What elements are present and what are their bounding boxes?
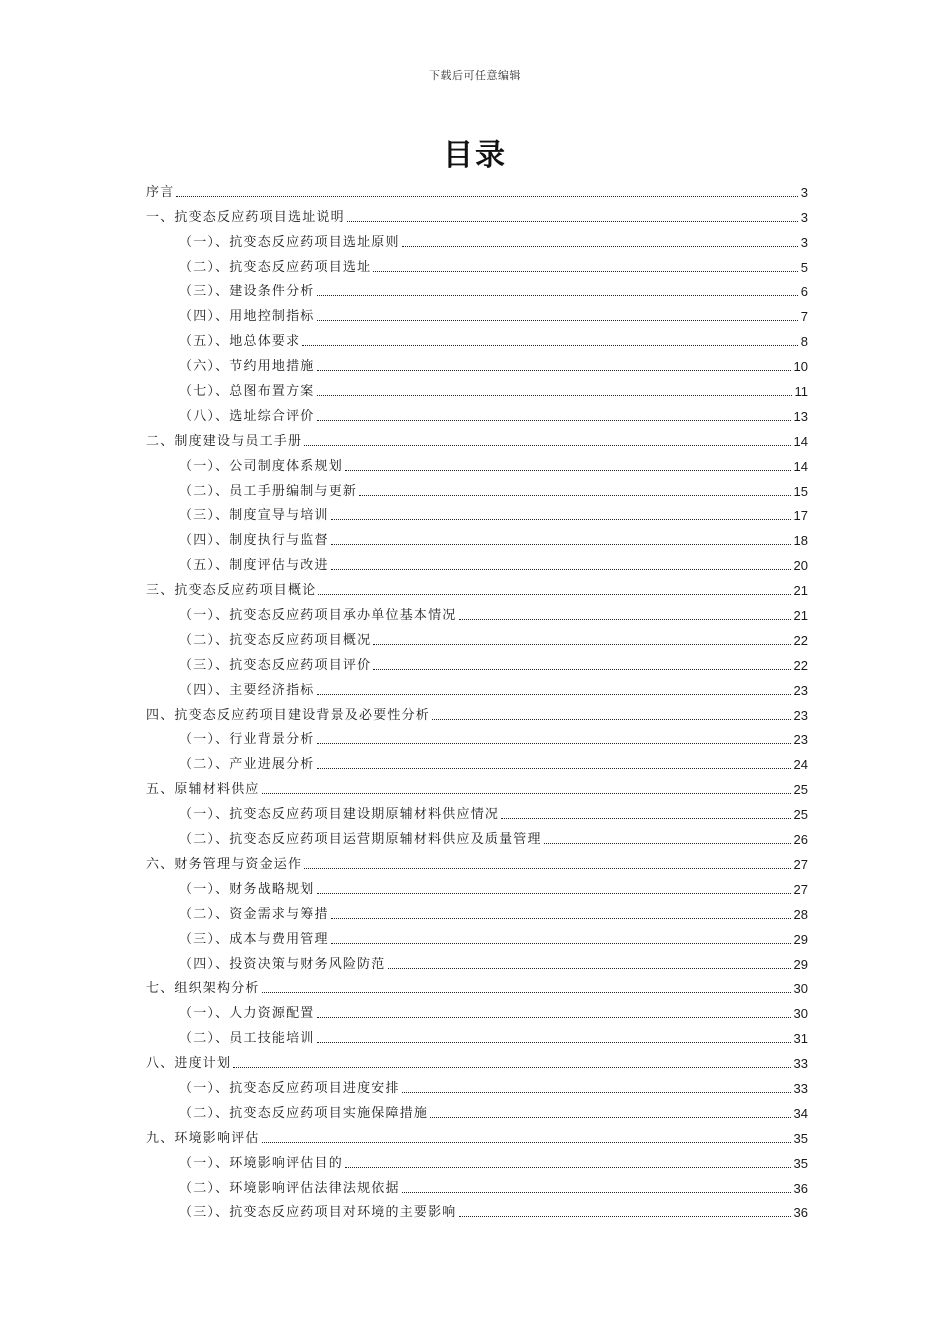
toc-entry[interactable]: [146, 1022, 808, 1047]
toc-entry[interactable]: [146, 276, 808, 301]
toc-entry-page-number: 35: [793, 1155, 808, 1171]
toc-entry-label: （七）、总图布置方案: [179, 384, 315, 400]
toc-entry-label: 六、财务管理与资金运作: [146, 856, 303, 872]
toc-entry-page-number: 29: [793, 931, 808, 947]
toc-entry-label: （三）、建设条件分析: [179, 284, 315, 300]
toc-entry[interactable]: [146, 201, 808, 226]
toc-entry[interactable]: [146, 1172, 808, 1197]
toc-entry-label: （二）、抗变态反应药项目实施保障措施: [179, 1105, 429, 1121]
dot-leader: [262, 992, 791, 993]
toc-entry-page-number: 33: [793, 1080, 808, 1096]
toc-entry[interactable]: [146, 848, 808, 873]
dot-leader: [233, 1067, 790, 1068]
toc-entry-label: 七、组织架构分析: [146, 981, 260, 997]
toc-entry-label: 九、环境影响评估: [146, 1130, 260, 1146]
dot-leader: [402, 1192, 791, 1193]
toc-entry-page-number: 36: [793, 1180, 808, 1196]
toc-entry[interactable]: [146, 599, 808, 624]
toc-entry[interactable]: [146, 997, 808, 1022]
toc-entry[interactable]: [146, 773, 808, 798]
toc-entry-label: （一）、抗变态反应药项目进度安排: [179, 1080, 400, 1096]
toc-entry[interactable]: [146, 1072, 808, 1097]
dot-leader: [317, 768, 791, 769]
dot-leader: [373, 644, 790, 645]
toc-entry[interactable]: [146, 823, 808, 848]
dot-leader: [345, 470, 791, 471]
toc-entry-page-number: 23: [793, 732, 808, 748]
dot-leader: [317, 743, 791, 744]
toc-entry-label: （六）、节约用地措施: [179, 359, 315, 375]
toc-entry[interactable]: [146, 549, 808, 574]
dot-leader: [302, 345, 797, 346]
toc-entry[interactable]: [146, 176, 808, 201]
toc-entry-page-number: 24: [793, 757, 808, 773]
toc-entry-label: （二）、产业进展分析: [179, 757, 315, 773]
dot-leader: [331, 519, 791, 520]
toc-entry[interactable]: [146, 873, 808, 898]
toc-entry-page-number: 3: [800, 209, 808, 225]
dot-leader: [317, 893, 791, 894]
toc-entry[interactable]: [146, 1122, 808, 1147]
toc-entry-page-number: 5: [800, 259, 808, 275]
dot-leader: [317, 295, 798, 296]
toc-entry-label: 一、抗变态反应药项目选址说明: [146, 209, 345, 225]
toc-entry-label: （一）、公司制度体系规划: [179, 458, 343, 474]
toc-entry[interactable]: [146, 251, 808, 276]
toc-entry[interactable]: [146, 574, 808, 599]
dot-leader: [317, 1042, 791, 1043]
toc-entry-page-number: 21: [793, 583, 808, 599]
dot-leader: [304, 868, 790, 869]
toc-entry-page-number: 3: [800, 234, 808, 250]
toc-entry[interactable]: [146, 325, 808, 350]
dot-leader: [331, 943, 791, 944]
toc-entry[interactable]: [146, 1097, 808, 1122]
toc-entry-label: （一）、环境影响评估目的: [179, 1155, 343, 1171]
toc-entry-label: （二）、抗变态反应药项目概况: [179, 632, 372, 648]
toc-entry[interactable]: [146, 699, 808, 724]
toc-entry[interactable]: [146, 226, 808, 251]
toc-entry-page-number: 34: [793, 1105, 808, 1121]
toc-entry-page-number: 7: [800, 309, 808, 325]
toc-entry-label: （四）、投资决策与财务风险防范: [179, 956, 386, 972]
toc-entry[interactable]: [146, 649, 808, 674]
toc-entry-label: （一）、抗变态反应药项目建设期原辅材料供应情况: [179, 807, 500, 823]
dot-leader: [544, 843, 791, 844]
dot-leader: [459, 1216, 791, 1217]
toc-entry-page-number: 30: [793, 981, 808, 997]
dot-leader: [373, 271, 797, 272]
toc-entry-page-number: 15: [793, 483, 808, 499]
toc-entry[interactable]: [146, 1047, 808, 1072]
toc-entry-label: （八）、选址综合评价: [179, 408, 315, 424]
dot-leader: [317, 320, 798, 321]
toc-entry[interactable]: [146, 500, 808, 525]
toc-entry-page-number: 3: [800, 184, 808, 200]
dot-leader: [501, 818, 790, 819]
toc-entry-page-number: 23: [793, 707, 808, 723]
toc-entry-page-number: 26: [793, 832, 808, 848]
toc-entry-label: （五）、地总体要求: [179, 334, 301, 350]
toc-title: 目录: [443, 138, 507, 173]
dot-leader: [317, 694, 791, 695]
toc-entry[interactable]: [146, 948, 808, 973]
toc-entry-label: （一）、财务战略规划: [179, 881, 315, 897]
dot-leader: [317, 1017, 791, 1018]
toc-entry-label: （一）、抗变态反应药项目选址原则: [179, 234, 400, 250]
toc-entry-page-number: 22: [793, 632, 808, 648]
toc-entry[interactable]: [146, 475, 808, 500]
toc-entry-page-number: 18: [793, 533, 808, 549]
toc-entry-label: （二）、抗变态反应药项目运营期原辅材料供应及质量管理: [179, 832, 542, 848]
toc-entry[interactable]: [146, 375, 808, 400]
dot-leader: [176, 196, 797, 197]
toc-entry-page-number: 27: [793, 881, 808, 897]
dot-leader: [373, 669, 790, 670]
toc-entry[interactable]: [146, 400, 808, 425]
toc-entry-label: 三、抗变态反应药项目概论: [146, 583, 317, 599]
dot-leader: [402, 1092, 791, 1093]
dot-leader: [317, 395, 792, 396]
toc-entry-label: （二）、员工技能培训: [179, 1031, 315, 1047]
toc-entry-page-number: 36: [793, 1205, 808, 1221]
toc-entry-page-number: 25: [793, 782, 808, 798]
dot-leader: [262, 793, 791, 794]
toc-entry-label: （四）、用地控制指标: [179, 309, 315, 325]
toc-entry-page-number: 21: [793, 608, 808, 624]
toc-entry-label: （三）、抗变态反应药项目对环境的主要影响: [179, 1205, 457, 1221]
dot-leader: [459, 619, 791, 620]
toc-entry-label: （四）、主要经济指标: [179, 682, 315, 698]
toc-entry-page-number: 14: [793, 458, 808, 474]
dot-leader: [317, 420, 791, 421]
toc-entry-label: （四）、制度执行与监督: [179, 533, 329, 549]
dot-leader: [347, 221, 798, 222]
toc-entry-label: （一）、抗变态反应药项目承办单位基本情况: [179, 608, 457, 624]
toc-entry-page-number: 31: [793, 1031, 808, 1047]
dot-leader: [388, 968, 791, 969]
toc-entry-label: 八、进度计划: [146, 1056, 232, 1072]
dot-leader: [331, 544, 791, 545]
dot-leader: [304, 445, 790, 446]
toc-entry-page-number: 20: [793, 558, 808, 574]
dot-leader: [318, 594, 790, 595]
toc-entry-page-number: 29: [793, 956, 808, 972]
toc-entry-label: 五、原辅材料供应: [146, 782, 260, 798]
toc-entry[interactable]: [146, 798, 808, 823]
toc-entry[interactable]: [146, 923, 808, 948]
toc-entry[interactable]: [146, 748, 808, 773]
toc-entry-label: （三）、成本与费用管理: [179, 931, 329, 947]
toc-entry-page-number: 14: [793, 433, 808, 449]
toc-entry-label: （三）、抗变态反应药项目评价: [179, 657, 372, 673]
toc-entry[interactable]: [146, 450, 808, 475]
toc-entry-label: （二）、资金需求与筹措: [179, 906, 329, 922]
toc-entry-label: （五）、制度评估与改进: [179, 558, 329, 574]
dot-leader: [317, 370, 791, 371]
toc-entry-label: （二）、员工手册编制与更新: [179, 483, 358, 499]
dot-leader: [430, 1117, 790, 1118]
toc-entry-page-number: 35: [793, 1130, 808, 1146]
dot-leader: [345, 1167, 791, 1168]
toc-entry[interactable]: [146, 300, 808, 325]
toc-entry-label: （一）、人力资源配置: [179, 1006, 315, 1022]
toc-entry-label: （三）、制度宣导与培训: [179, 508, 329, 524]
toc-entry-page-number: 11: [794, 384, 808, 400]
toc-entry[interactable]: [146, 898, 808, 923]
toc-entry[interactable]: [146, 350, 808, 375]
dot-leader: [359, 495, 790, 496]
dot-leader: [331, 918, 791, 919]
toc-entry[interactable]: [146, 973, 808, 998]
toc-entry[interactable]: [146, 1147, 808, 1172]
toc-entry[interactable]: [146, 674, 808, 699]
toc-entry-page-number: 6: [800, 284, 808, 300]
toc-entry[interactable]: [146, 425, 808, 450]
toc-entry-label: 四、抗变态反应药项目建设背景及必要性分析: [146, 707, 431, 723]
toc-entry-page-number: 22: [793, 657, 808, 673]
toc-entry-page-number: 8: [800, 334, 808, 350]
toc-entry[interactable]: [146, 724, 808, 749]
toc-entry-page-number: 28: [793, 906, 808, 922]
toc-entry[interactable]: [146, 1197, 808, 1222]
toc-entry-page-number: 17: [793, 508, 808, 524]
dot-leader: [331, 569, 791, 570]
toc-entry-page-number: 13: [793, 408, 808, 424]
table-of-contents: [146, 176, 808, 1221]
toc-entry-label: （二）、抗变态反应药项目选址: [179, 259, 372, 275]
header-note: 下载后可任意编辑: [429, 69, 521, 82]
dot-leader: [432, 719, 791, 720]
dot-leader: [262, 1142, 791, 1143]
toc-entry-page-number: 27: [793, 856, 808, 872]
toc-entry-label: 序言: [146, 184, 175, 200]
dot-leader: [402, 246, 798, 247]
toc-entry-page-number: 23: [793, 682, 808, 698]
toc-entry-page-number: 10: [793, 359, 808, 375]
toc-entry[interactable]: [146, 524, 808, 549]
toc-entry-label: 二、制度建设与员工手册: [146, 433, 303, 449]
toc-entry-label: （一）、行业背景分析: [179, 732, 315, 748]
toc-entry[interactable]: [146, 624, 808, 649]
toc-entry-page-number: 25: [793, 807, 808, 823]
toc-entry-page-number: 33: [793, 1056, 808, 1072]
toc-entry-label: （二）、环境影响评估法律法规依据: [179, 1180, 400, 1196]
toc-entry-page-number: 30: [793, 1006, 808, 1022]
